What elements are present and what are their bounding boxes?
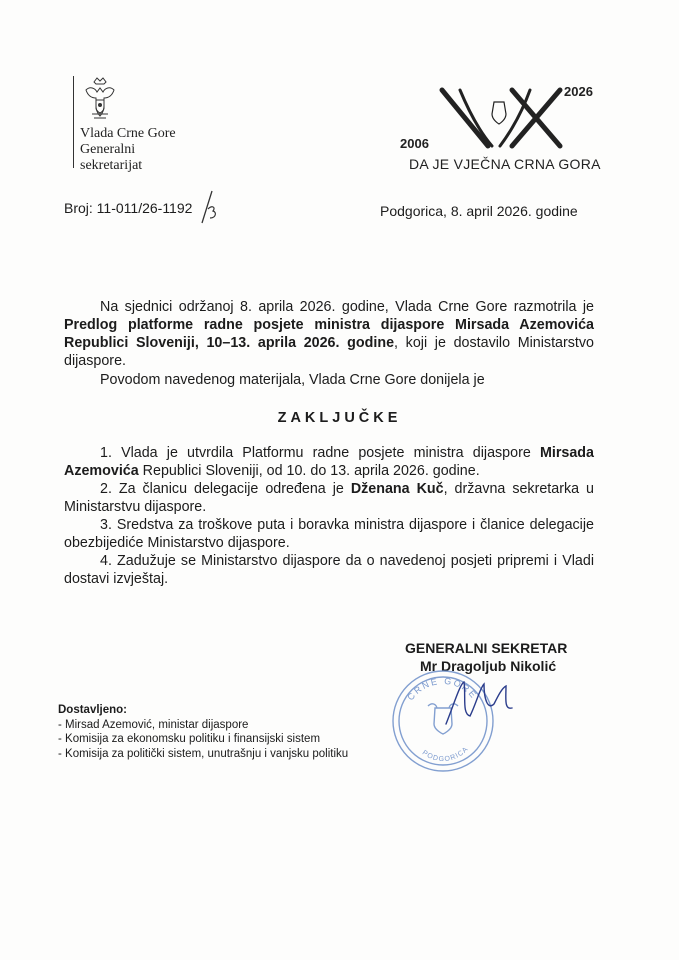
institution-line: Generalni [80, 142, 136, 157]
logo-year-left: 2006 [400, 136, 429, 151]
distribution-item: - Komisija za politički sistem, unutrašnju i vanjsku politiku [58, 747, 349, 760]
reference-number: Broj: 11-011/26-1192 [64, 200, 193, 216]
header-divider [73, 76, 74, 168]
place-and-date: Podgorica, 8. april 2026. godine [380, 203, 578, 219]
signatory-name: Mr Dragoljub Nikolić [420, 658, 557, 674]
conclusion-text: 1. Vlada je utvrdila Platformu radne posjete ministra dijaspore [100, 445, 540, 461]
institution-line: sekretarijat [80, 158, 143, 173]
stamp-text-top: CRNE GORE [405, 675, 480, 703]
distribution-list [58, 703, 348, 761]
conclusion-text: 2. Za članicu delegacije određena je [100, 481, 351, 497]
coat-of-arms-icon [80, 76, 120, 122]
decision-intro [64, 371, 594, 389]
delegate-name: Dženana Kuč [350, 481, 444, 497]
conclusions-list [64, 444, 594, 588]
distribution-item: - Mirsad Azemović, ministar dijaspore [58, 718, 249, 731]
intro-text: Na sjednici održanoj 8. aprila 2026. godine, Vlada Crne Gore razmotrila je [100, 299, 594, 315]
intro-text: , koji je dostavilo Ministarstvo dijaspore. [64, 335, 594, 369]
handwritten-signature [440, 674, 520, 734]
logo-year-right: 2026 [564, 84, 593, 99]
intro-paragraph [64, 298, 594, 370]
decision-intro-text: Povodom navedenog materijala, Vlada Crne Gore donijela je [100, 372, 485, 388]
signatory-title: GENERALNI SEKRETAR [405, 640, 568, 656]
logo-motto: DA JE VJEČNA CRNA GORA [409, 156, 601, 172]
distribution-heading: Dostavljeno: [58, 704, 128, 716]
conclusion-item: 3. Sredstva za troškove puta i boravka ministra dijaspore i članice delegacije obezbijediće Ministarstvo dijaspore. [64, 517, 594, 551]
conclusion-item [64, 480, 594, 516]
proposal-title: Predlog platforme radne posjete ministra dijaspore Mirsada Azemovića Republici Sloveniji, 10–13. aprila 2026. godine [64, 317, 594, 351]
section-title: ZAKLJUČKE [277, 410, 402, 426]
stamp-text-bottom: PODGORICA [420, 745, 471, 764]
conclusion-text: Republici Sloveniji, od 10. do 13. aprila 2026. godine. [138, 463, 480, 479]
conclusion-item: 4. Zadužuje se Ministarstvo dijaspore da o navedenoj posjeti pripremi i Vladi dostavi izvještaj. [64, 553, 594, 587]
institution-name [80, 126, 176, 174]
minister-name: Mirsada Azemovića [64, 445, 594, 479]
conclusion-text: , državna sekretarka u Ministarstvu dijaspore. [64, 481, 594, 515]
institution-line: Vlada Crne Gore [80, 126, 176, 141]
handwritten-suffix [198, 189, 222, 225]
distribution-item: - Komisija za ekonomsku politiku i finansijski sistem [58, 733, 321, 745]
conclusion-item [64, 444, 594, 480]
